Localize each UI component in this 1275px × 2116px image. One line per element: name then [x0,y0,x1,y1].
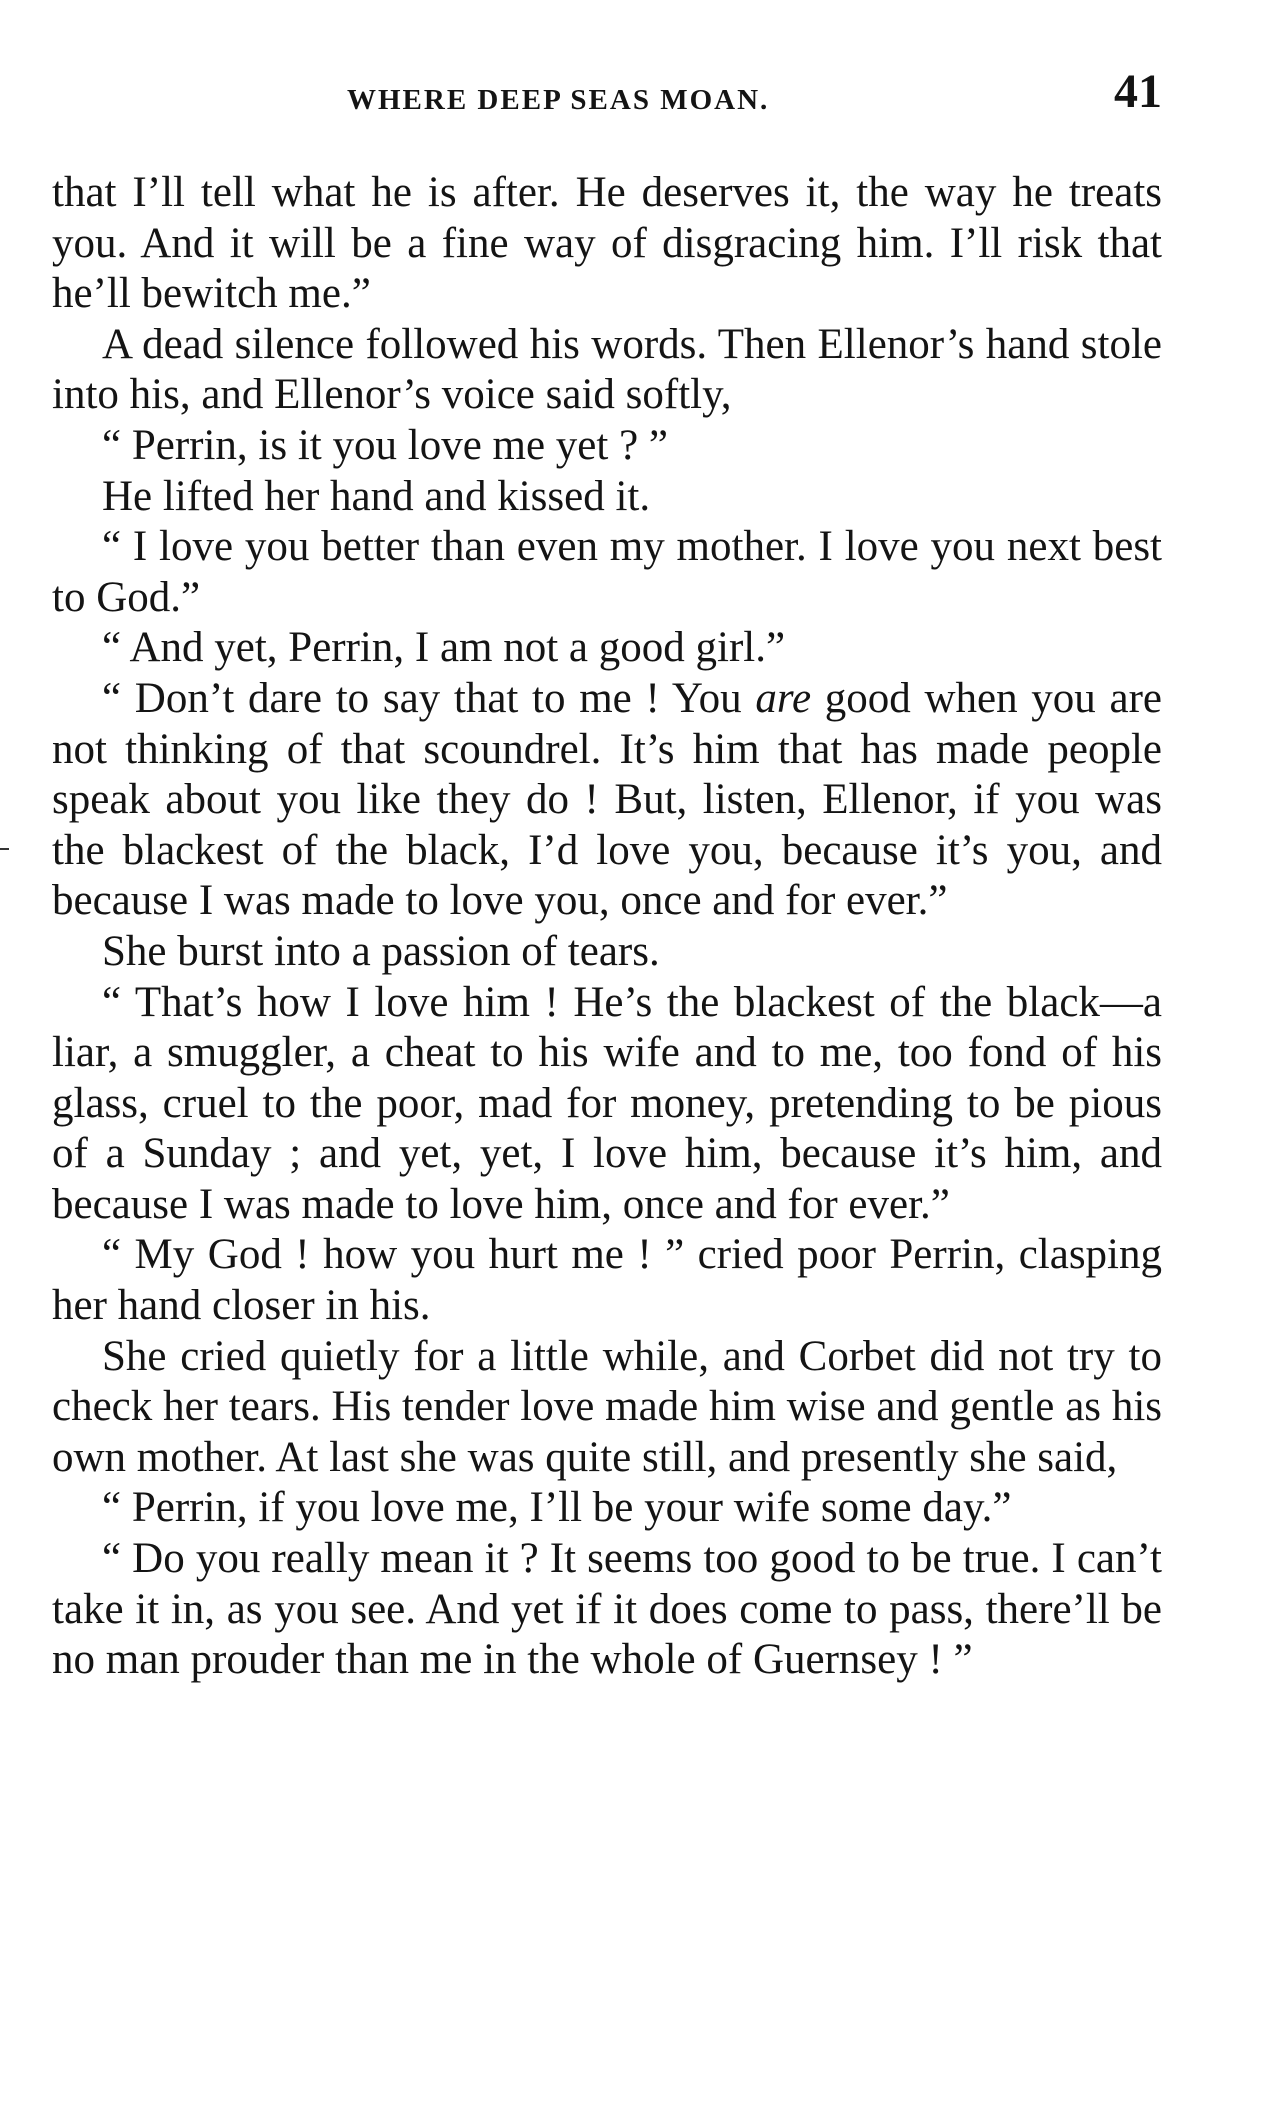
text-run: “ Don’t dare to say that to me ! You [102,674,756,722]
paragraph: “ Perrin, is it you love me yet ? ” [102,421,669,469]
paragraph: “ And yet, Perrin, I am not a good girl.” [102,624,786,672]
paragraph: “ I love you better than even my mother. I love you next best to God.” [52,523,1162,621]
body-text [52,168,1162,1686]
paragraph: “ That’s how I love him ! He’s the blackest of the black—a liar, a smuggler, a cheat to his wife and to me, too fond of his glass, cruel to the poor, mad for money, pretending to be pious of a Sunday ; and yet, yet, I love him, because it’s him, and because I was made to love him, once and for ever.” [52,978,1162,1228]
paragraph-with-emphasis [52,674,1162,927]
paragraph: “ My God ! how you hurt me ! ” cried poor Perrin, clasping her hand closer in his. [52,1231,1162,1330]
paragraph: “ Perrin, if you love me, I’ll be your wife some day.” [102,1484,1012,1532]
emphasis: are [755,674,812,722]
running-head: WHERE DEEP SEAS MOAN. [347,84,770,116]
page-header [52,64,1162,134]
paragraph: She cried quietly for a little while, and Corbet did not try to check her tears. His tender love made him wise and gentle as his own mother. At last she was quite still, and presently she said, [52,1332,1162,1481]
text-run: good when you are not thinking of that scoundrel. It’s him that has made people speak about you like they do ! But, listen, Ellenor, if you was the blackest of the black, I’d love you, because it’s you, and because I was made to love you, once and for ever.” [52,674,1162,925]
paragraph: “ Do you really mean it ? It seems too good to be true. I can’t take it in, as you see. And yet if it does come to pass, there’ll be no man prouder than me in the whole of Guernsey ! ” [52,1535,1162,1684]
paragraph: She burst into a passion of tears. [102,927,660,975]
page-number: 41 [1114,65,1162,118]
paragraph: that I’ll tell what he is after. He deserves it, the way he treats you. And it will be a fine way of disgracing him. I’ll risk that he’ll bewitch me.” [52,169,1162,318]
margin-mark [0,848,9,850]
paragraph: A dead silence followed his words. Then Ellenor’s hand stole into his, and Ellenor’s voice said softly, [52,320,1162,419]
paragraph: He lifted her hand and kissed it. [102,472,651,520]
